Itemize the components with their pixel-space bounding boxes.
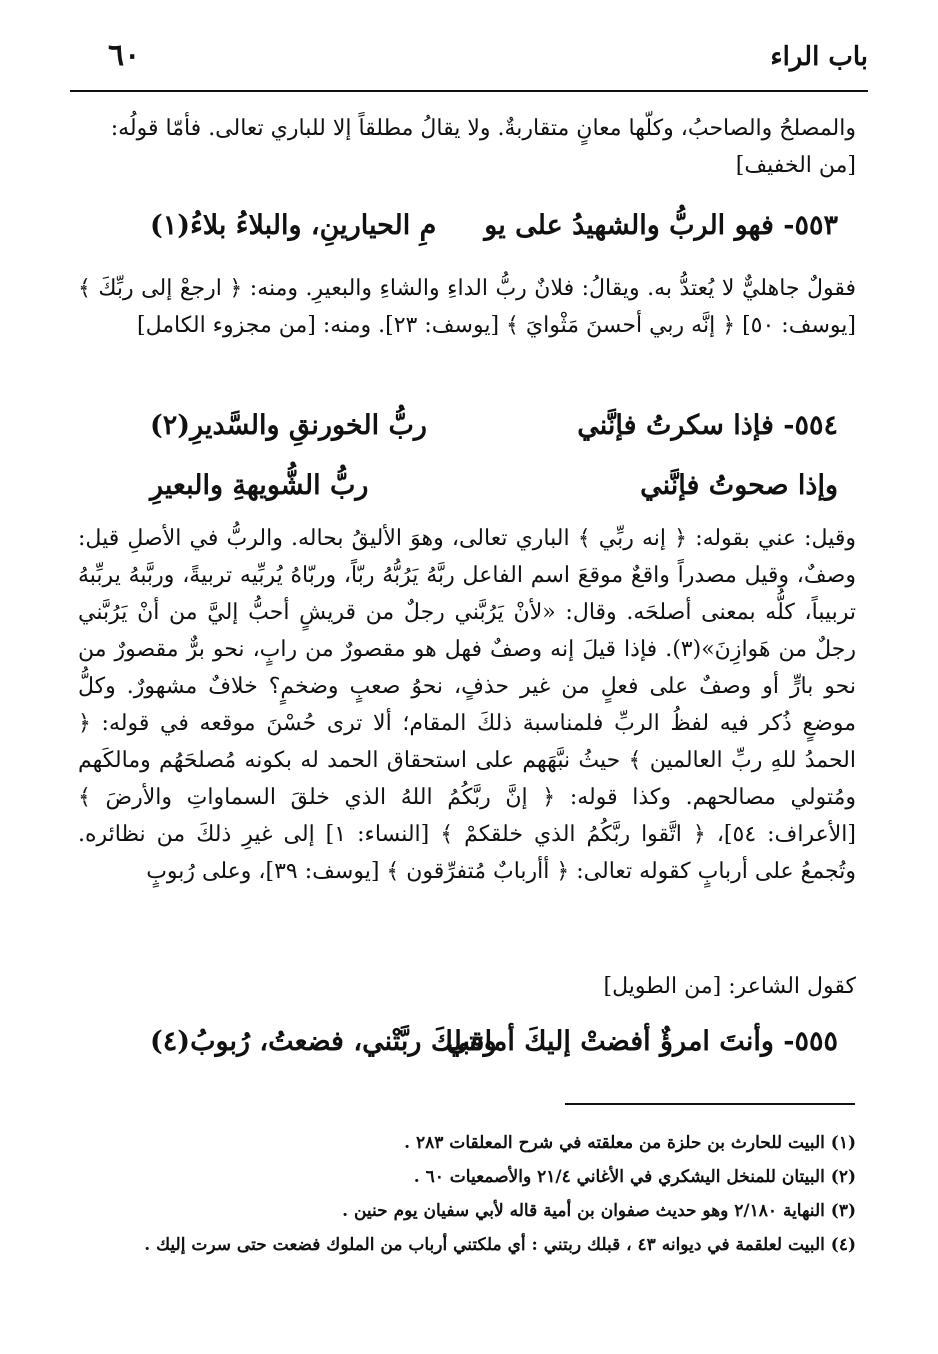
footnote-2: (٢) البيتان للمنخل اليشكري في الأغاني ٢١/٤ والأصمعيات ٦٠ .: [413, 1167, 856, 1187]
paragraph-commentary-2: [78, 520, 856, 890]
paragraph-commentary-1: [78, 270, 856, 344]
verse-554-line-1: [150, 410, 838, 454]
verse-second-hemistich: وقبلكَ ربَّتْني، فضعتُ، رُبوبُ(٤): [150, 1026, 497, 1057]
verse-first-hemistich: ٥٥٥- وأنتَ امرؤٌ أفضتْ إليكَ أمانتي: [446, 1026, 838, 1057]
footnote-3: (٣) النهاية ٢/١٨٠ وهو حديث صفوان بن أمية قاله لأبي سفيان يوم حنين .: [342, 1201, 856, 1221]
verse-second-hemistich: ربُّ الشُّويهةِ والبعيرِ: [150, 470, 369, 501]
verse-553: [150, 210, 838, 254]
paragraph-line: والمصلحُ والصاحبُ، وكلّها معانٍ متقاربةٌ. ولا يقالُ مطلقاً إلا للباري تعالى. فأمّا قولُه:: [110, 116, 856, 141]
paragraph-text: كقول الشاعر: [من الطويل]: [603, 974, 856, 999]
verse-first-hemistich: ٥٥٣- فهو الربُّ والشهيدُ على يو: [484, 210, 838, 241]
footnote-divider: [565, 1103, 855, 1105]
section-title: باب الراء: [770, 42, 868, 72]
footnote-1: (١) البيت للحارث بن حلزة من معلقته في شرح المعلقات ٢٨٣ .: [404, 1133, 856, 1153]
paragraph-meter-intro: [78, 968, 856, 1005]
verse-554-line-2: [150, 470, 838, 514]
header-divider: [70, 90, 868, 92]
verse-first-hemistich: ٥٥٤- فإذا سكرتُ فإنَّني: [577, 410, 838, 441]
footnotes: [80, 1126, 856, 1262]
verse-second-hemistich: ربُّ الخورنقِ والسَّديرِ(٢): [150, 410, 427, 441]
verse-555: [150, 1026, 838, 1070]
paragraph-intro: [78, 110, 856, 184]
verse-second-hemistich: مِ الحيارينِ، والبلاءُ بلاءُ(١): [150, 210, 437, 241]
page-header: [72, 38, 868, 78]
verse-first-hemistich: وإذا صحوتُ فإنَّني: [640, 470, 838, 501]
paragraph-text: فقولٌ جاهليٌّ لا يُعتدُّ به. ويقالُ: فلانٌ ربُّ الداءِ والشاءِ والبعيرِ. ومنه: ﴿ ارجعْ إلى ربِّكَ ﴾ [يوسف: ٥٠] ﴿ إنَّه ربي أحسنَ مَثْوايَ ﴾ [يوسف: ٢٣]. ومنه: [من مجزوء الكامل]: [78, 276, 856, 338]
page-number: ٦٠: [108, 38, 141, 73]
meter-label: [من الخفيف]: [735, 153, 856, 178]
paragraph-text: وقيل: عني بقوله: ﴿ إنه ربِّي ﴾ الباري تعالى، وهوَ الأليقُ بحاله. والربُّ في الأصلِ قيل: وصفٌ، وقيل مصدراً واقعٌ موقعَ اسم الفاعل ربَّهُ يَرُبُّهُ ربّاً، وربّاهُ يُربِّيه تربيةً، وربَّبهُ يربِّبهُ تربيباً، كلُّه بمعنى أصلحَه. وقال: «لأنْ يَرُبَّني رجلٌ من قريشٍ أحبُّ إليَّ من أنْ يَرُبَّني رجلٌ من هَوازِنَ»(٣). فإذا قيلَ إنه وصفٌ فهل هو مقصورٌ من رابٍ، نحو برٌّ مقصورٌ من نحو بارٍّ أو وصفٌ على فعلٍ من غير حذفٍ، نحوُ صعبٍ وضخمٍ؟ خلافٌ مشهورٌ. وكلُّ موضعٍ ذُكر فيه لفظُ الربِّ فلمناسبة ذلكَ المقام؛ ألا ترى حُسْنَ موقعه في قوله: ﴿ الحمدُ للهِ ربِّ العالمين ﴾ حيثُ نبَّهَهم على استحقاق الحمد له بكونه مُصلحَهُم ومالكَهم ومُتولي مصالحهم. وكذا قوله: ﴿ إنَّ ربَّكُمُ اللهُ الذي خلقَ السماواتِ والأرضَ ﴾ [الأعراف: ٥٤]، ﴿ اتَّقوا ربَّكُمُ الذي خلقكمْ ﴾ [النساء: ١] إلى غيرِ ذلكَ من نظائره. وتُجمعُ على أربابٍ كقوله تعالى: ﴿ أأربابٌ مُتفرِّقون ﴾ [يوسف: ٣٩]، وعلى رُبوبٍ: [78, 526, 856, 884]
footnote-4: (٤) البيت لعلقمة في ديوانه ٤٣ ، قبلك ربتني : أي ملكتني أرباب من الملوك فضعت حتى سرت إليك .: [144, 1235, 856, 1255]
